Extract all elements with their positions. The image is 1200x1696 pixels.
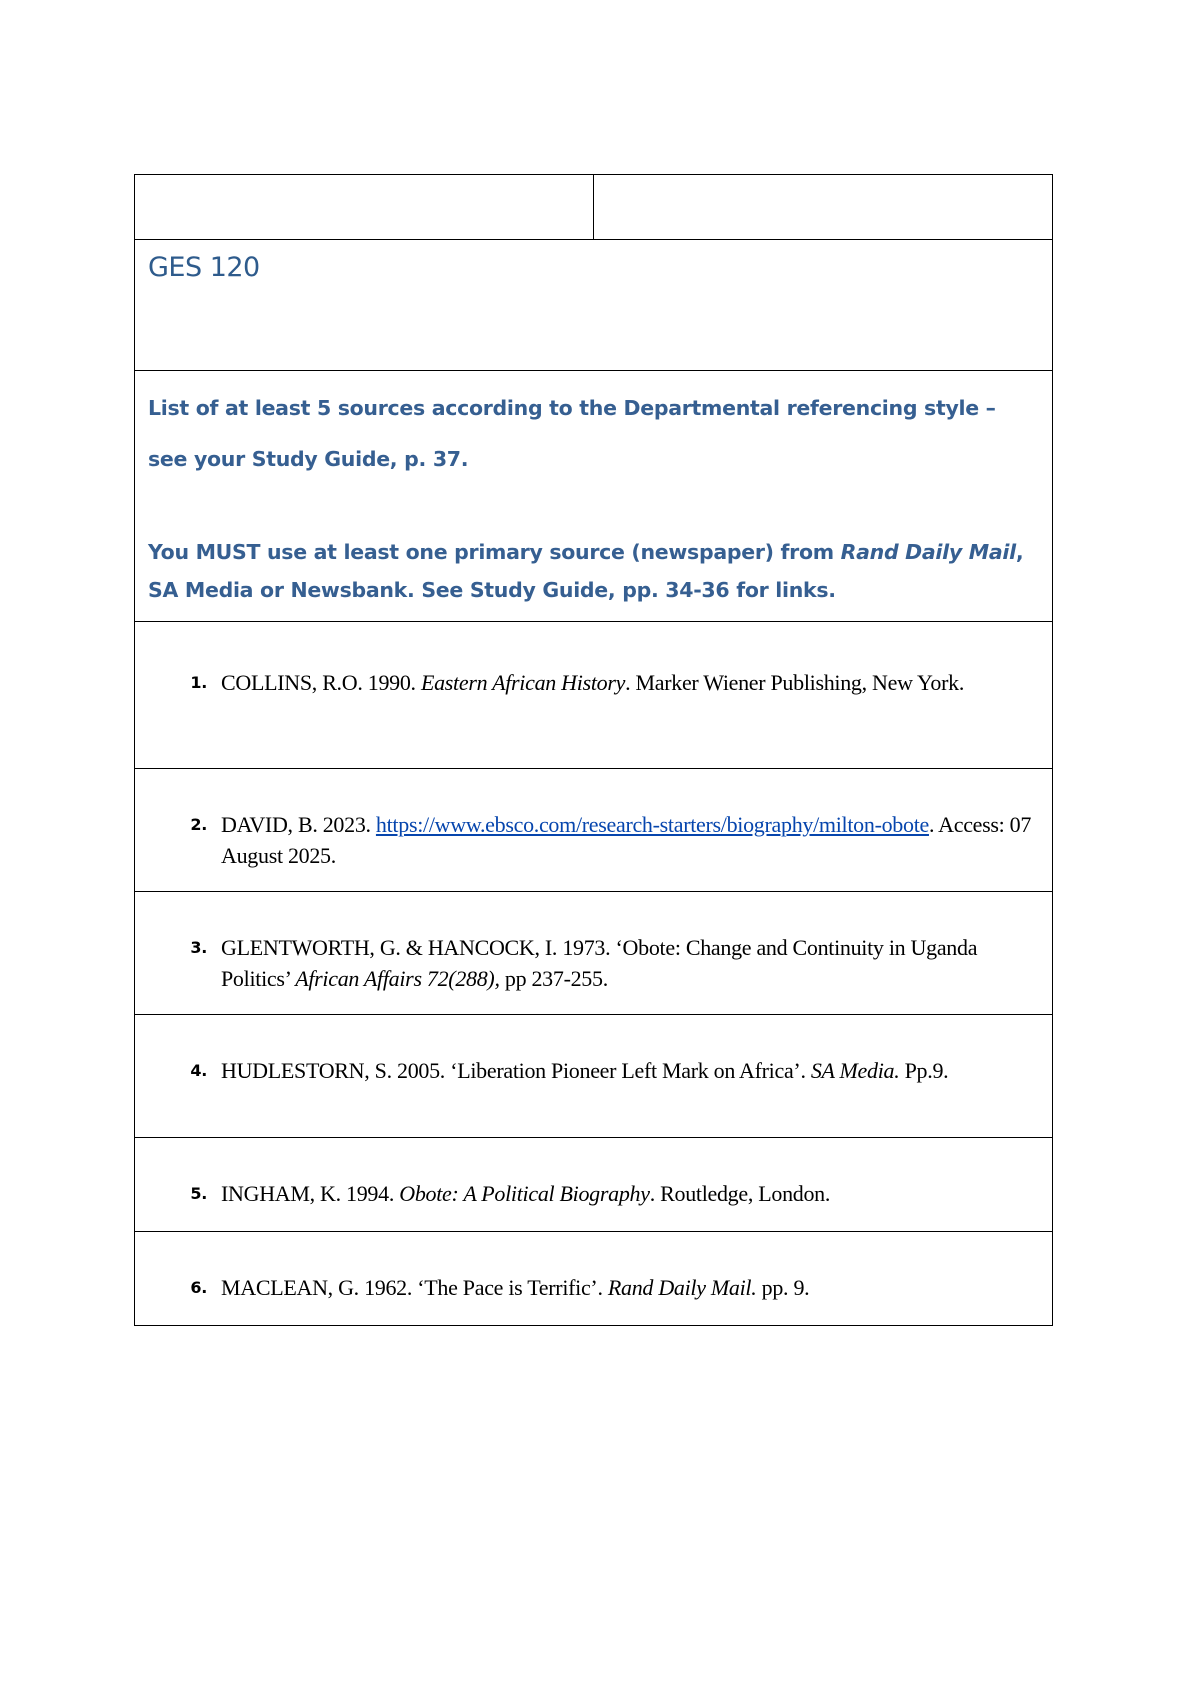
header-row — [135, 175, 1053, 240]
reference-row — [135, 769, 1053, 892]
reference-text — [221, 932, 1052, 994]
instructions-block — [135, 381, 1052, 609]
reference-number: 4. — [190, 1061, 207, 1080]
reference-source: Rand Daily Mail. — [607, 1275, 757, 1300]
empty-cell-left — [135, 175, 594, 240]
reference-number: 1. — [190, 673, 207, 692]
title-cell — [135, 240, 1053, 371]
reference-text — [221, 809, 1052, 871]
reference-number: 3. — [190, 938, 207, 957]
reference-row — [135, 1138, 1053, 1232]
reference-journal: African Affairs 72(288), — [295, 966, 500, 991]
course-code-heading: GES 120 — [148, 252, 260, 283]
reference-cell — [135, 892, 1053, 1015]
reference-author-year: MACLEAN, G. 1962. ‘The Pace is Terrific’. — [221, 1275, 608, 1300]
reference-pages: pp. 9. — [756, 1275, 810, 1300]
reference-item — [135, 809, 1052, 871]
reference-row — [135, 1232, 1053, 1326]
reference-text — [221, 1272, 1052, 1303]
reference-item — [135, 1178, 1052, 1209]
reference-cell — [135, 769, 1053, 892]
instructions-cell — [135, 371, 1053, 622]
reference-pages: pp 237-255. — [499, 966, 608, 991]
reference-publisher: . Routledge, London. — [649, 1181, 831, 1206]
note-text-start: You MUST use at least one primary source (newspaper) from — [148, 540, 841, 564]
reference-author-year: GLENTWORTH, G. & HANCOCK, I. 1973. ‘Obote: Change and Continuity in Uganda Politics’ — [221, 935, 978, 991]
instructions-line-1: List of at least 5 sources according to the Departmental referencing style – — [148, 396, 996, 420]
reference-row — [135, 622, 1053, 769]
instructions-row — [135, 371, 1053, 622]
reference-number: 5. — [190, 1184, 207, 1203]
title-row — [135, 240, 1053, 371]
reference-source: SA Media. — [810, 1058, 900, 1083]
reference-item — [135, 932, 1052, 994]
reference-cell — [135, 1232, 1053, 1326]
note-text-end: , SA Media or Newsbank. See Study Guide, pp. 34-36 for links. — [148, 540, 1024, 602]
reference-row — [135, 892, 1053, 1015]
reference-author-year: DAVID, B. 2023. — [221, 812, 376, 837]
reference-cell — [135, 622, 1053, 769]
reference-item — [135, 664, 1052, 702]
reference-pages: Pp.9. — [899, 1058, 949, 1083]
reference-number: 2. — [190, 815, 207, 834]
empty-cell-right — [594, 175, 1053, 240]
instructions-primary-source-note — [148, 533, 1040, 609]
reference-text — [221, 1055, 1052, 1086]
reference-number: 6. — [190, 1278, 207, 1297]
reference-link[interactable]: https://www.ebsco.com/research-starters/biography/milton-obote — [375, 812, 929, 837]
note-italic-source: Rand Daily Mail — [840, 540, 1016, 564]
reference-text — [221, 1178, 1052, 1209]
reference-text — [221, 664, 1052, 702]
reference-item — [135, 1055, 1052, 1086]
reference-item — [135, 1272, 1052, 1303]
reference-publisher: . Marker Wiener Publishing, New York. — [625, 670, 965, 695]
reference-access-date: . Access: 07 August 2025. — [221, 812, 1032, 868]
reference-author-year: INGHAM, K. 1994. — [221, 1181, 400, 1206]
reference-author-year: COLLINS, R.O. 1990. — [221, 670, 421, 695]
reference-title: Eastern African History — [420, 670, 626, 695]
reference-cell — [135, 1015, 1053, 1138]
reference-row — [135, 1015, 1053, 1138]
reference-list-table — [134, 174, 1053, 1326]
instructions-line-2: see your Study Guide, p. 37. — [148, 447, 469, 471]
reference-cell — [135, 1138, 1053, 1232]
reference-title: Obote: A Political Biography — [399, 1181, 650, 1206]
reference-author-year: HUDLESTORN, S. 2005. ‘Liberation Pioneer Left Mark on Africa’. — [221, 1058, 811, 1083]
